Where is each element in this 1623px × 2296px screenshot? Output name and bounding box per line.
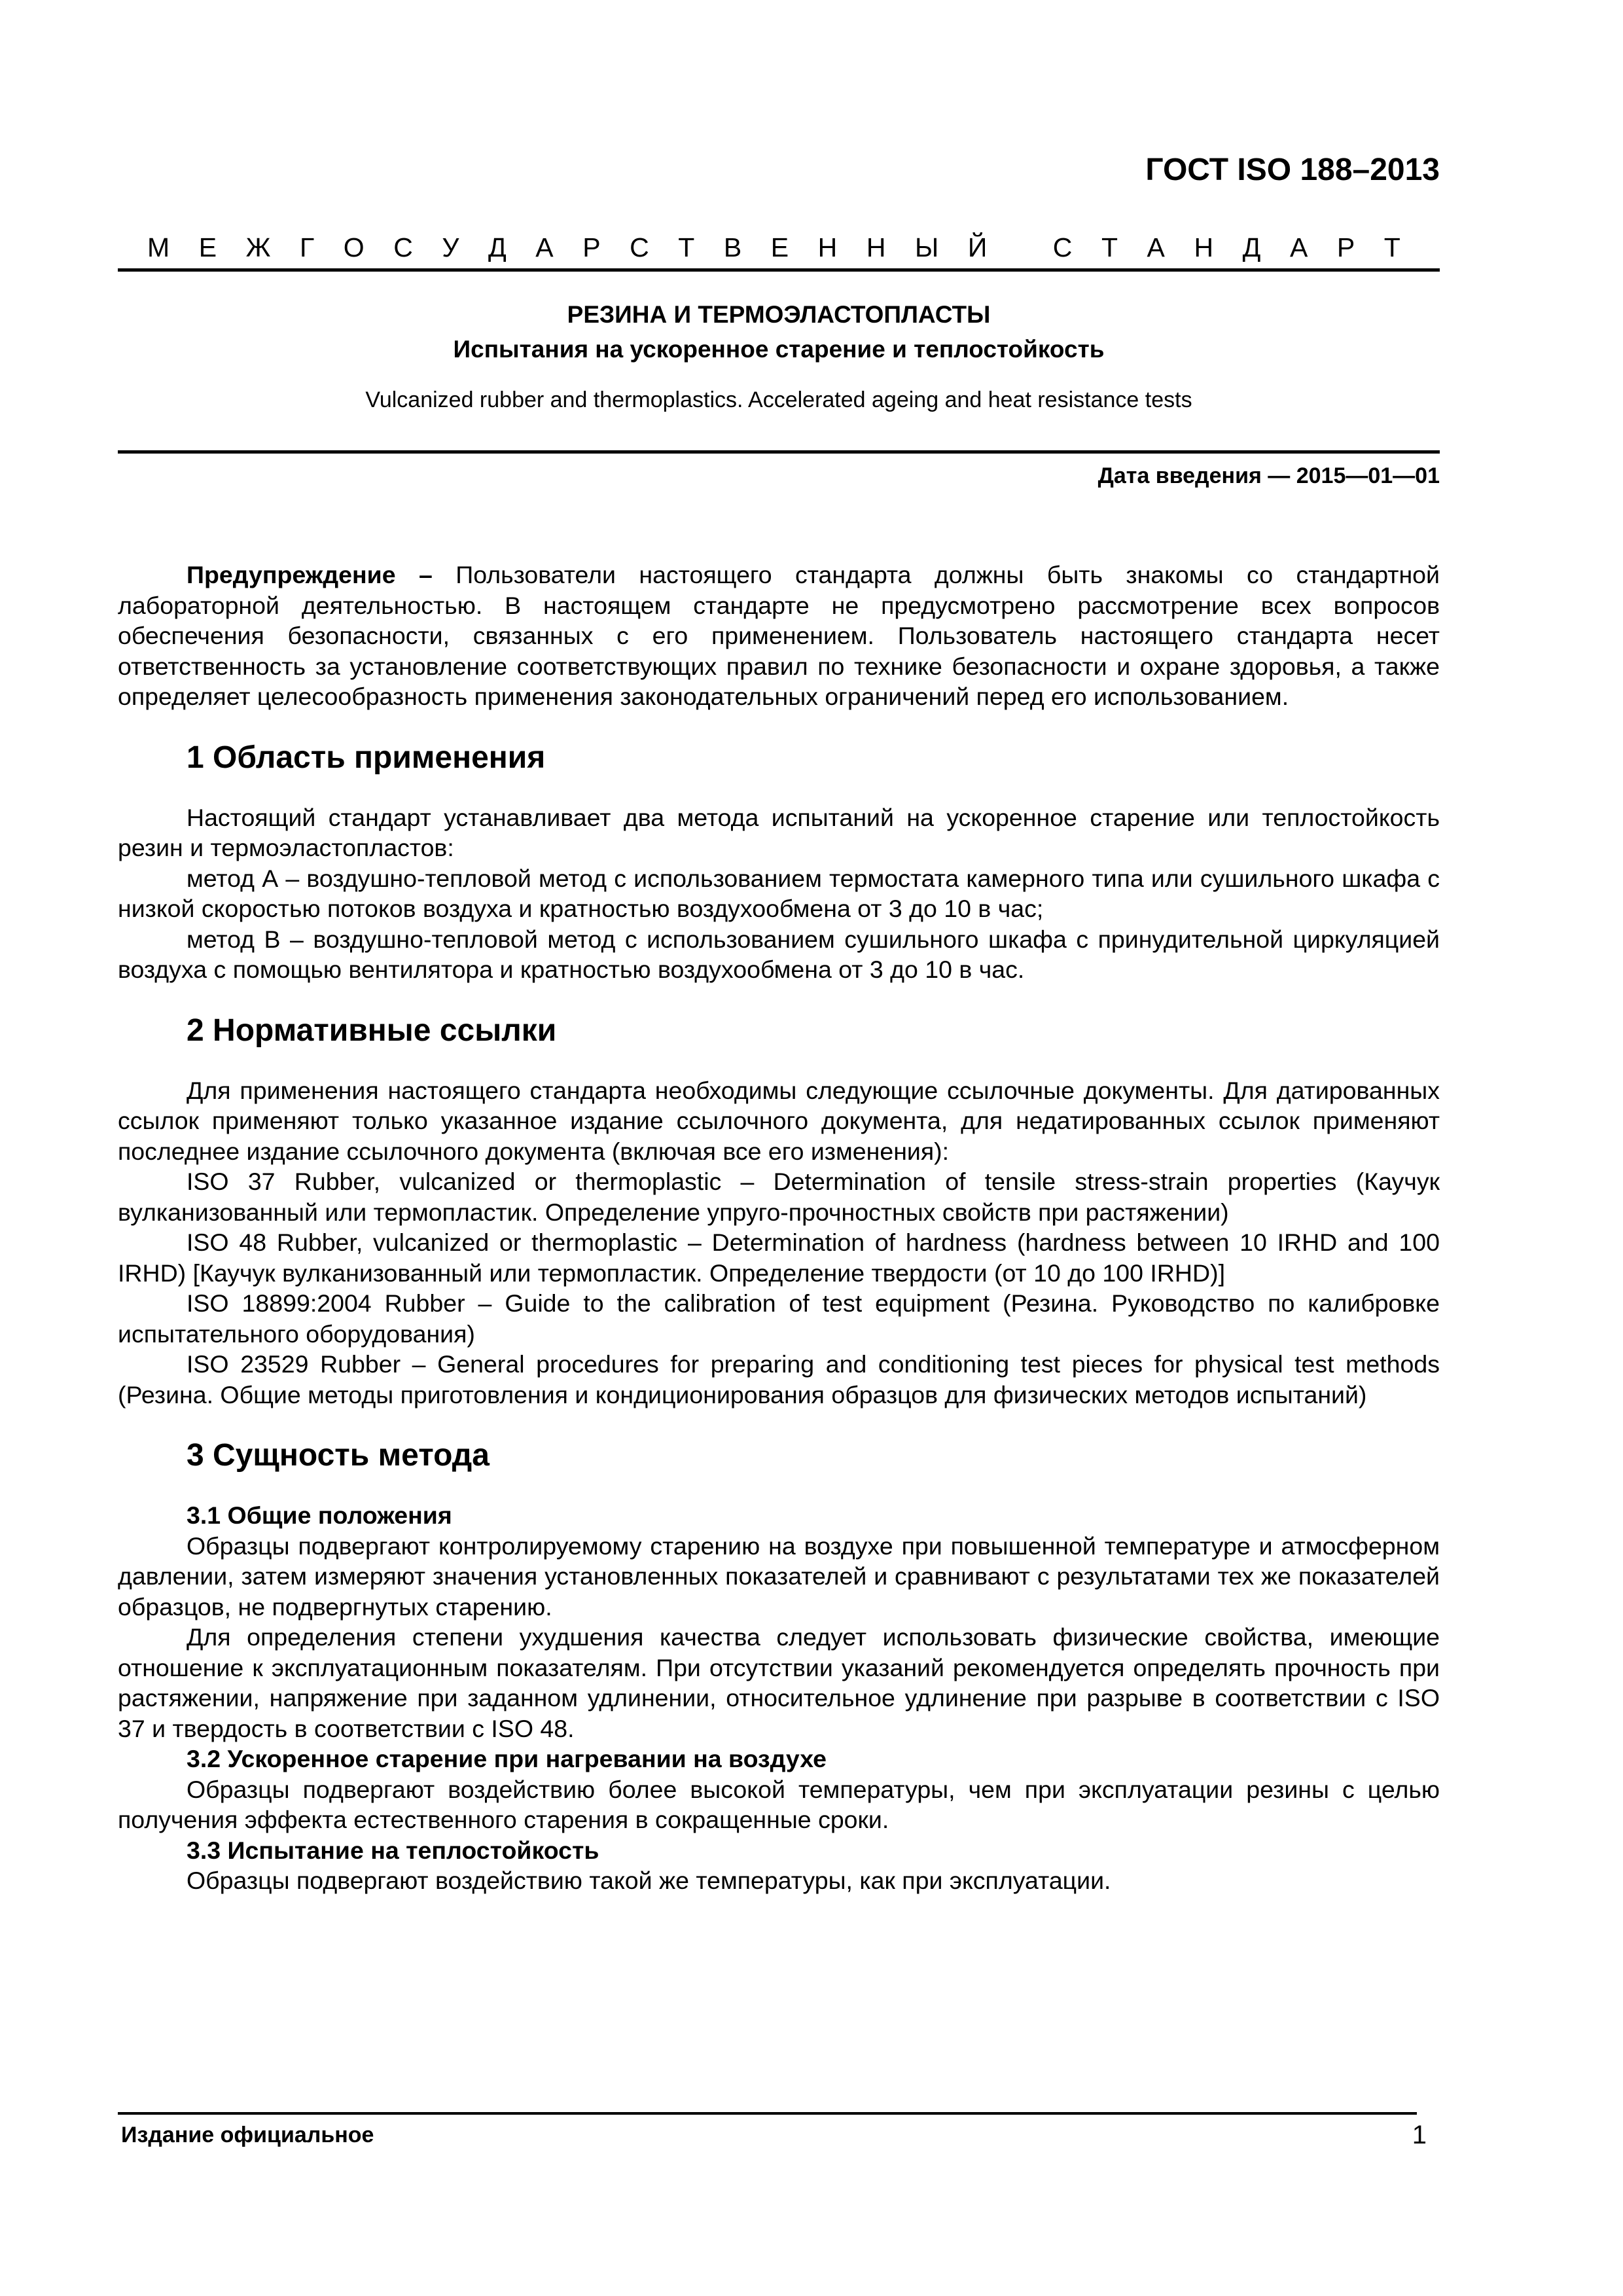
title-en: Vulcanized rubber and thermoplastics. Accelerated ageing and heat resistance tests [365, 387, 1192, 412]
banner-letter: Д [1242, 232, 1261, 262]
banner-letter: С [393, 232, 413, 262]
subsection-3-3-paragraph: Образцы подвергают воздействию такой же температуры, как при эксплуатации. [187, 1867, 1111, 1894]
banner-letter: Р [1336, 232, 1355, 262]
reference-item: ISO 48 Rubber, vulcanized or thermoplastic – Determination of hardness (hardness between 10 IRHD and 100 IRHD) [Каучук вулканизованный или термопластик. Определение твердости (от 10 до 100 IRHD)] [118, 1229, 1440, 1287]
reference-item: ISO 23529 Rubber – General procedures for preparing and conditioning test pieces for physical test methods (Резина. Общие методы приготовления и кондиционирования образцов для физических методов испытаний) [118, 1350, 1440, 1408]
warning-label: Предупреждение – [187, 561, 433, 588]
footer-rule [118, 2112, 1417, 2115]
reference-item: ISO 18899:2004 Rubber – Guide to the calibration of test equipment (Резина. Руководство по калибровке испытательного оборудования) [118, 1289, 1440, 1348]
banner-letter: Р [582, 232, 601, 262]
banner-letter: Д [488, 232, 507, 262]
subsection-3-2-paragraph: Образцы подвергают воздействию более высокой температуры, чем при эксплуатации резины с целью получения эффекта естественного старения в сокращенные сроки. [118, 1775, 1440, 1833]
subsection-3-1-paragraph: Для определения степени ухудшения качества следует использовать физические свойства, имеющие отношение к эксплуатационным показателям. При отсутствии указаний рекомендуется определять прочность при растяжении, напряжение при заданном удлинении, относительное удлинение при разрыве в соответствии с ISO 37 и твердость в соответствии с ISO 48. [118, 1623, 1440, 1742]
banner-letter: Н [1194, 232, 1214, 262]
section-1-method-a: метод А – воздушно-тепловой метод с использованием термостата камерного типа или сушильного шкафа с низкой скоростью потоков воздуха и кратностью воздухообмена от 3 до 10 в час; [118, 864, 1440, 922]
banner-letter: С [630, 232, 649, 262]
banner-letter: О [343, 232, 365, 262]
banner-letter: Е [198, 232, 217, 262]
standard-type-banner [118, 232, 1440, 263]
banner-letter: Т [678, 232, 695, 262]
banner-letter: М [147, 232, 170, 262]
banner-letter: Т [1383, 232, 1400, 262]
reference-item: ISO 37 Rubber, vulcanized or thermoplastic – Determination of tensile stress-strain properties (Каучук вулканизованный или термопластик. Определение упруго-прочностных свойств при растяжении) [118, 1168, 1440, 1226]
section-1-method-b: метод В – воздушно-тепловой метод с использованием сушильного шкафа с принудительной циркуляцией воздуха с помощью вентилятора и кратностью воздухообмена от 3 до 10 в час. [118, 925, 1440, 983]
warning-text: Пользователи настоящего стандарта должны быть знакомы со стандартной лабораторной деятельностью. В настоящем стандарте не предусмотрено рассмотрение всех вопросов обеспечения безопасности, связанных с его применением. Пользователь настоящего стандарта несет ответственность за установление соответствующих правил по технике безопасности и охране здоровья, а также определяет целесообразность применения законодательных ограничений перед его использованием. [118, 561, 1440, 710]
banner-letter: В [723, 232, 742, 262]
banner-letter: Ы [914, 232, 939, 262]
section-1-paragraph: Настоящий стандарт устанавливает два метода испытаний на ускоренное старение или теплостойкость резин и термоэластопластов: [118, 803, 1440, 861]
banner-letter: У [442, 232, 459, 262]
page-number: 1 [1412, 2121, 1427, 2149]
title-ru-main: РЕЗИНА И ТЕРМОЭЛАСТОПЛАСТЫ [567, 301, 991, 328]
subsection-3-2-heading: 3.2 Ускоренное старение при нагревании на воздухе [187, 1745, 827, 1772]
warning-paragraph [118, 560, 1440, 712]
banner-letter: Н [866, 232, 886, 262]
banner-letter: Н [817, 232, 838, 262]
section-3-heading: 3 Сущность метода [187, 1438, 490, 1473]
banner-letter: Ж [245, 232, 271, 262]
banner-letter: Г [300, 232, 315, 262]
subsection-3-1-heading: 3.1 Общие положения [187, 1501, 452, 1529]
title-ru-sub: Испытания на ускоренное старение и теплостойкость [453, 336, 1105, 363]
banner-letter: Т [1101, 232, 1118, 262]
banner-letter: А [1289, 232, 1308, 262]
footer-edition-label: Издание официальное [121, 2123, 374, 2147]
intro-date: Дата введения — 2015—01—01 [1097, 463, 1440, 488]
document-page [118, 0, 1440, 2296]
banner-letter: Е [770, 232, 789, 262]
banner-gap [1016, 232, 1024, 263]
section-1-heading: 1 Область применения [187, 740, 546, 775]
document-body [118, 560, 1440, 1896]
subsection-3-1-paragraph: Образцы подвергают контролируемому старению на воздухе при повышенной температуре и атмосферном давлении, затем измеряют значения установленных показателей и сравнивают с результатами тех же показателей образцов, не подвергнутых старению. [118, 1532, 1440, 1621]
title-rule [118, 450, 1440, 454]
banner-letter: С [1052, 232, 1073, 262]
banner-letter: А [1147, 232, 1165, 262]
banner-letter: Й [967, 232, 988, 262]
subsection-3-3-heading: 3.3 Испытание на теплостойкость [187, 1836, 599, 1864]
banner-letter: А [535, 232, 554, 262]
header-rule [118, 268, 1440, 272]
section-2-paragraph: Для применения настоящего стандарта необходимы следующие ссылочные документы. Для датированных ссылок применяют только указанное издание ссылочного документа, для недатированных ссылок применяют последнее издание ссылочного документа (включая все его изменения): [118, 1076, 1440, 1165]
section-2-heading: 2 Нормативные ссылки [187, 1013, 557, 1048]
standard-code: ГОСТ ISO 188–2013 [1145, 152, 1440, 187]
